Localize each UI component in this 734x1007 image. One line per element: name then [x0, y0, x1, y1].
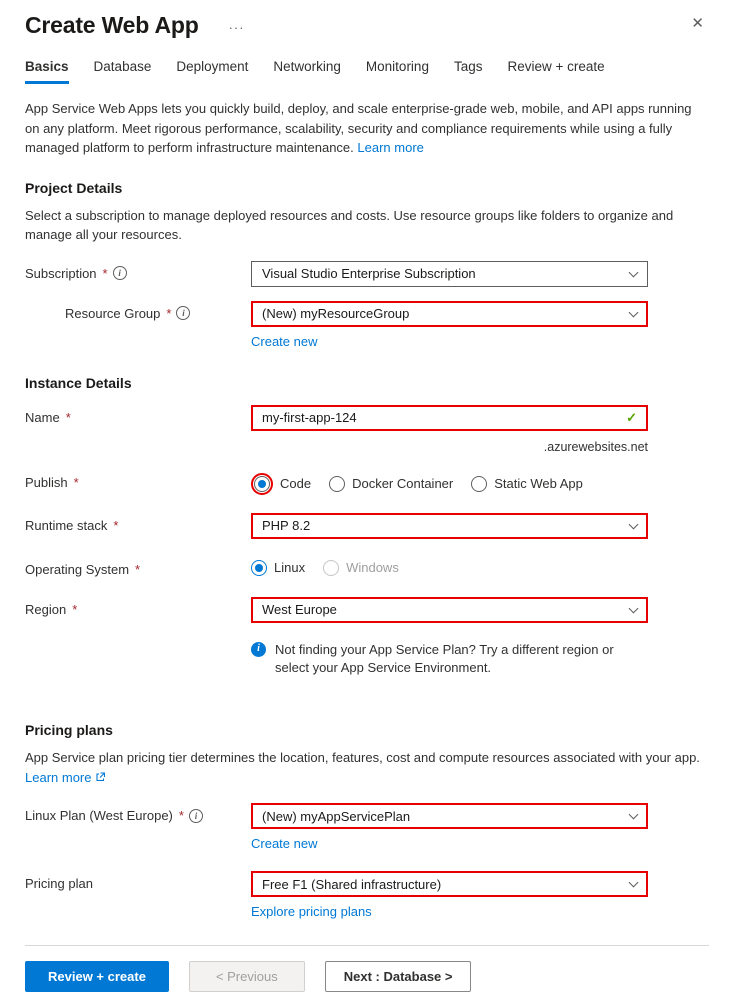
region-value: West Europe: [262, 602, 337, 617]
annotation-ring: [251, 473, 273, 495]
pricing-plan-label: Pricing plan: [25, 876, 93, 892]
publish-option-code[interactable]: Code: [251, 473, 311, 495]
publish-label: Publish *: [25, 474, 79, 490]
tab-monitoring[interactable]: Monitoring: [365, 59, 429, 74]
linux-plan-row: [25, 803, 709, 851]
radio-selected-icon[interactable]: [254, 476, 270, 492]
pricing-plan-dropdown[interactable]: [251, 871, 648, 897]
close-icon[interactable]: ✕: [689, 12, 706, 34]
panel-header: [25, 12, 709, 39]
name-row: [25, 405, 709, 454]
subscription-label: Subscription * i: [25, 261, 251, 281]
radio-disabled-icon: [323, 560, 339, 576]
os-option-windows[interactable]: Windows: [323, 560, 399, 576]
project-details-heading: Project Details: [25, 179, 123, 196]
info-icon[interactable]: i: [113, 266, 127, 280]
external-link-icon: [95, 768, 105, 788]
linux-plan-label: Linux Plan (West Europe) * i: [25, 803, 251, 823]
subscription-dropdown[interactable]: [251, 261, 648, 287]
tab-networking[interactable]: Networking: [273, 59, 341, 74]
tab-deployment[interactable]: Deployment: [176, 59, 249, 74]
more-options-icon[interactable]: ···: [228, 20, 245, 35]
name-field-wrapper: [251, 405, 648, 431]
instance-details-heading: Instance Details: [25, 374, 132, 391]
page-title: Create Web App: [25, 12, 199, 38]
radio-icon[interactable]: [329, 476, 345, 492]
intro-text: [25, 99, 705, 158]
pricing-plan-row: [25, 871, 709, 919]
required-marker: *: [65, 409, 71, 425]
required-marker: *: [72, 601, 78, 617]
explore-pricing-plans-link[interactable]: Explore pricing plans: [251, 904, 372, 920]
required-marker: *: [113, 517, 119, 533]
region-dropdown[interactable]: [251, 597, 648, 623]
subscription-row: [25, 261, 709, 287]
os-option-linux[interactable]: Linux: [251, 560, 305, 576]
runtime-stack-row: [25, 513, 709, 539]
info-icon[interactable]: i: [176, 306, 190, 320]
operating-system-label: Operating System *: [25, 561, 141, 577]
region-label: Region *: [25, 601, 78, 617]
chevron-down-icon: [629, 878, 639, 888]
linux-plan-create-new-link[interactable]: Create new: [251, 836, 318, 852]
next-database-button[interactable]: Next : Database >: [325, 961, 472, 992]
chevron-down-icon: [629, 307, 639, 317]
operating-system-row: [25, 557, 709, 577]
chevron-down-icon: [629, 603, 639, 613]
publish-option-static[interactable]: Static Web App: [471, 476, 583, 492]
learn-more-link[interactable]: Learn more: [357, 140, 424, 155]
resource-group-value: (New) myResourceGroup: [262, 306, 410, 321]
publish-row: [25, 470, 709, 495]
pricing-plans-heading: Pricing plans: [25, 722, 113, 739]
required-marker: *: [166, 305, 172, 321]
name-input[interactable]: [262, 410, 626, 425]
review-create-button[interactable]: Review + create: [25, 961, 169, 992]
pricing-plan-value: Free F1 (Shared infrastructure): [262, 876, 442, 892]
resource-group-dropdown[interactable]: [251, 301, 648, 327]
tab-review-create[interactable]: Review + create: [507, 59, 605, 74]
domain-suffix: .azurewebsites.net: [543, 439, 648, 454]
footer-divider: [25, 945, 709, 946]
linux-plan-dropdown[interactable]: [251, 803, 648, 829]
wizard-tabs: [25, 59, 709, 84]
tab-basics[interactable]: Basics: [25, 59, 69, 84]
valid-check-icon: ✓: [626, 409, 637, 425]
tab-database[interactable]: Database: [93, 59, 152, 74]
chevron-down-icon: [629, 519, 639, 529]
project-details-description: Select a subscription to manage deployed resources and costs. Use resource groups like folders to organize and manage all your resources.: [25, 207, 674, 242]
pricing-learn-more-link[interactable]: Learn more: [25, 770, 105, 785]
region-info-text: Not finding your App Service Plan? Try a different region or select your App Service Environment.: [275, 641, 614, 676]
resource-group-create-new-link[interactable]: Create new: [251, 333, 318, 349]
name-label: Name *: [25, 409, 71, 425]
info-icon[interactable]: i: [189, 809, 203, 823]
resource-group-label: Resource Group * i: [25, 301, 251, 321]
intro-description: App Service Web Apps lets you quickly build, deploy, and scale enterprise-grade web, mobile, and API apps running on any platform. Meet rigorous performance, scalability, security and compliance requirements while using a fully managed platform to perform infrastructure maintenance.: [25, 101, 692, 155]
subscription-value: Visual Studio Enterprise Subscription: [262, 266, 476, 281]
os-radio-group: [251, 557, 648, 576]
radio-selected-icon[interactable]: [251, 560, 267, 576]
previous-button[interactable]: < Previous: [189, 961, 305, 992]
wizard-footer: [0, 946, 734, 1007]
publish-radio-group: [251, 470, 648, 495]
required-marker: *: [135, 561, 141, 577]
required-marker: *: [102, 265, 108, 281]
runtime-stack-dropdown[interactable]: [251, 513, 648, 539]
required-marker: *: [178, 808, 184, 824]
tab-tags[interactable]: Tags: [453, 59, 483, 74]
chevron-down-icon: [629, 810, 639, 820]
region-info-note: [251, 641, 651, 679]
radio-icon[interactable]: [471, 476, 487, 492]
pricing-plans-description: App Service plan pricing tier determines the location, features, cost and compute resources associated with your app. Learn more: [25, 748, 705, 787]
resource-group-row: [25, 301, 709, 349]
runtime-stack-label: Runtime stack *: [25, 517, 119, 533]
runtime-stack-value: PHP 8.2: [262, 518, 311, 533]
region-row: [25, 597, 709, 623]
required-marker: *: [73, 474, 79, 490]
linux-plan-value: (New) myAppServicePlan: [262, 808, 411, 824]
info-filled-icon: i: [251, 642, 266, 657]
chevron-down-icon: [629, 267, 639, 277]
publish-option-docker[interactable]: Docker Container: [329, 476, 453, 492]
